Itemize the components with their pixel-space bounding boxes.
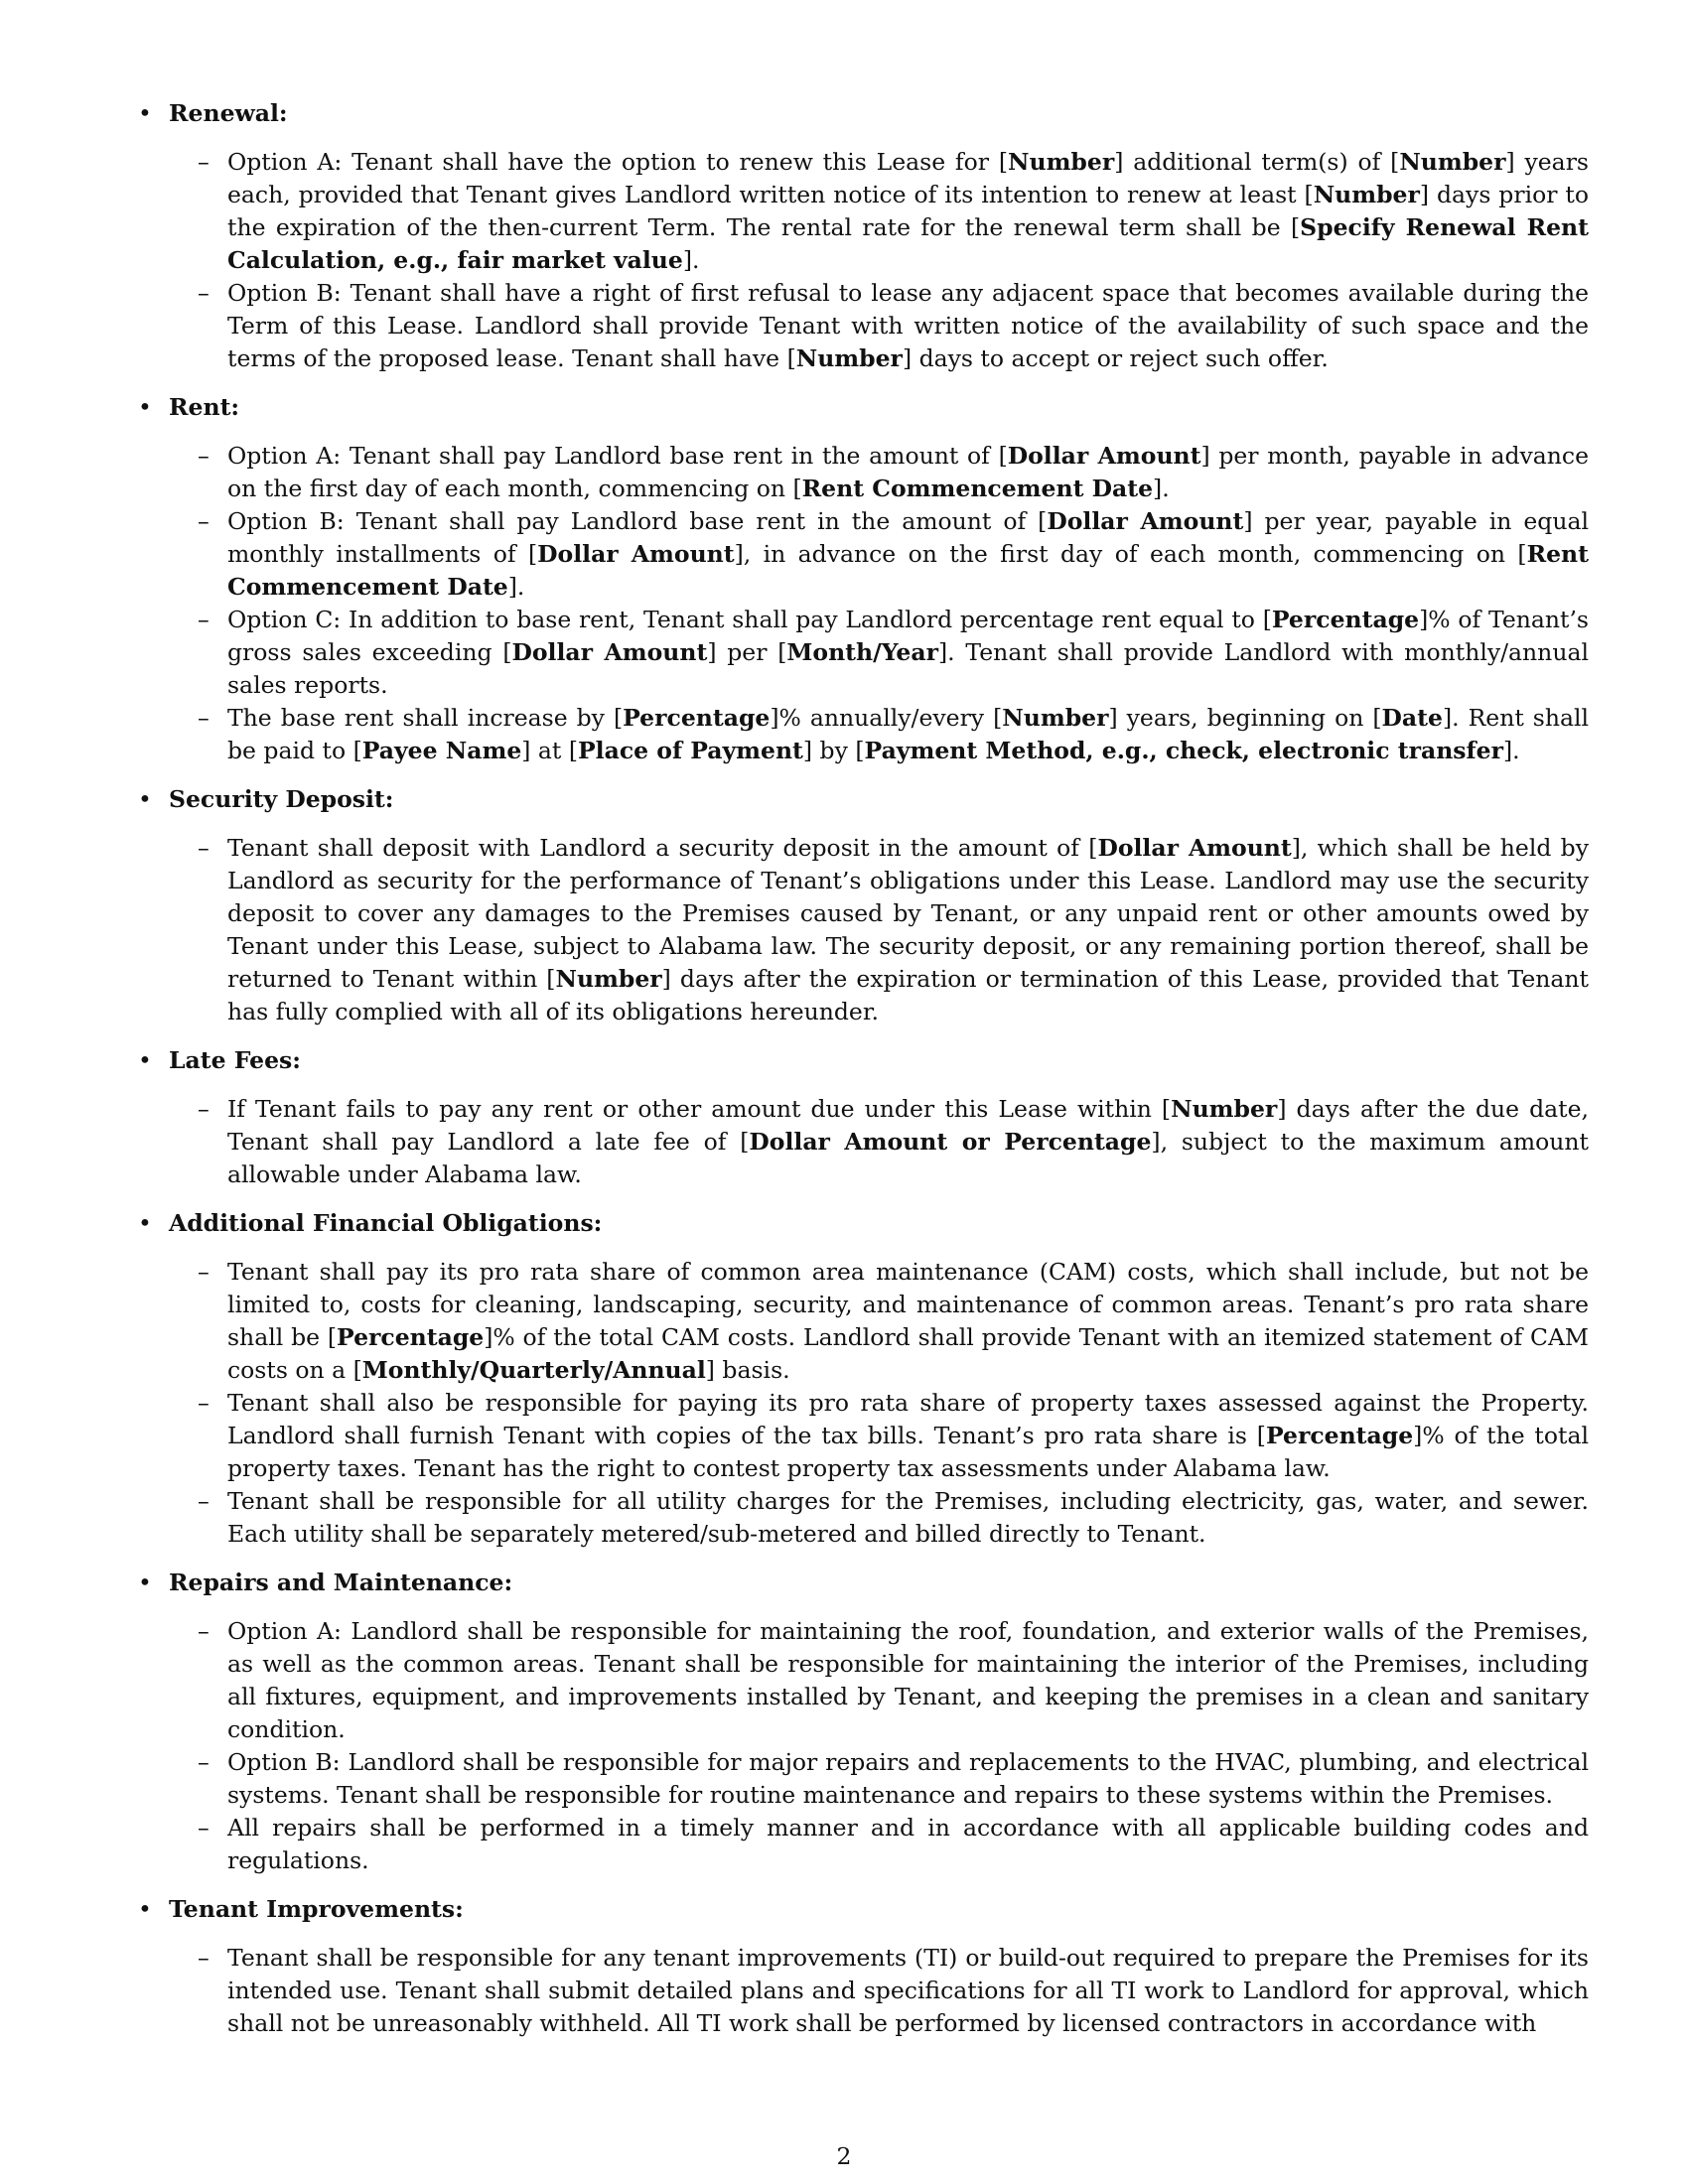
placeholder-field: Payment Method, e.g., check, electronic transfer (864, 737, 1503, 764)
clause-text: ]% annually/every [ (770, 704, 1003, 732)
placeholder-field: Number (1313, 181, 1420, 208)
clause-text: Tenant shall also be responsible for paying its pro rata share of property taxes assessed against the Property. Landlord shall furnish Tenant with copies of the tax bills. Tenant’s pro rata share is [ (227, 1389, 1589, 1449)
lease-section (134, 1207, 1589, 1551)
clause-text: ] days prior to the expiration of the then-current Term. The rental rate for the renewal term shall be [ (227, 181, 1590, 241)
section-heading (134, 1893, 1589, 1926)
bullet-icon: • (138, 393, 152, 421)
placeholder-field: Number (555, 965, 662, 993)
list-item (134, 1093, 1589, 1191)
clause-text: ] years, beginning on [ (1108, 704, 1382, 732)
page-number: 2 (836, 2142, 852, 2170)
clause-text: Option B: Tenant shall pay Landlord base rent in the amount of [ (227, 507, 1048, 535)
list-item (134, 1256, 1589, 1387)
dash-icon: – (198, 1617, 210, 1645)
section-heading (134, 783, 1589, 816)
placeholder-field: Dollar Amount or Percentage (749, 1128, 1152, 1156)
clause-text: ]% of the total CAM costs. Landlord shall provide Tenant with an itemized statement of CAM costs on a [ (227, 1323, 1589, 1384)
section-items (134, 832, 1589, 1028)
section-heading-text: Tenant Improvements: (169, 1895, 464, 1923)
section-heading-text: Late Fees: (169, 1046, 301, 1074)
clause-text: ]. Rent shall be paid to [ (227, 704, 1590, 764)
section-heading (134, 97, 1589, 130)
section-heading-text: Renewal: (169, 99, 288, 127)
list-item (134, 832, 1589, 1028)
list-item (134, 440, 1589, 505)
placeholder-field: Date (1381, 704, 1443, 732)
lease-section (134, 391, 1589, 767)
placeholder-field: Dollar Amount (1097, 834, 1292, 862)
list-item (134, 1485, 1589, 1551)
placeholder-field: Monthly/Quarterly/Annual (361, 1356, 706, 1384)
clause-text: ], which shall be held by Landlord as security for the performance of Tenant’s obligations under this Lease. Landlord may use the security deposit to cover any damages to the Premises caused by Tenant, or any unpaid rent or other amounts owed by Tenant under this Lease, subject to Alabama law. The security deposit, or any remaining portion thereof, shall be returned to Tenant within [ (227, 834, 1589, 993)
lease-sections (134, 97, 1589, 2056)
dash-icon: – (198, 1748, 210, 1776)
placeholder-field: Rent Commencement Date (801, 475, 1154, 502)
list-item (134, 146, 1589, 277)
bullet-icon: • (138, 1569, 152, 1596)
clause-text: ] days to accept or reject such offer. (902, 344, 1329, 372)
clause-text: ]. Tenant shall provide Landlord with monthly/annual sales reports. (227, 638, 1589, 699)
list-item (134, 1615, 1589, 1746)
clause-text: If Tenant fails to pay any rent or other amount due under this Lease within [ (227, 1095, 1172, 1123)
dash-icon: – (198, 507, 210, 535)
dash-icon: – (198, 1814, 210, 1842)
placeholder-field: Dollar Amount (537, 540, 735, 568)
placeholder-field: Specify Renewal Rent Calculation, e.g., fair market value (227, 213, 1589, 274)
placeholder-field: Percentage (337, 1323, 485, 1351)
clause-text: ], in advance on the first day of each month, commencing on [ (734, 540, 1527, 568)
lease-section (134, 97, 1589, 375)
list-item (134, 1387, 1589, 1485)
placeholder-field: Number (1002, 704, 1109, 732)
dash-icon: – (198, 1258, 210, 1286)
clause-text: ] days after the expiration or termination of this Lease, provided that Tenant has fully complied with all of its obligations hereunder. (227, 965, 1589, 1025)
clause-text: Option A: Tenant shall pay Landlord base rent in the amount of [ (227, 442, 1008, 470)
dash-icon: – (198, 1389, 210, 1417)
section-items (134, 1093, 1589, 1191)
lease-section (134, 1044, 1589, 1191)
bullet-icon: • (138, 785, 152, 813)
placeholder-field: Place of Payment (578, 737, 803, 764)
list-item (134, 505, 1589, 604)
placeholder-field: Dollar Amount (511, 638, 708, 666)
section-items (134, 440, 1589, 767)
clause-text: ] at [ (521, 737, 578, 764)
clause-text: ] basis. (705, 1356, 790, 1384)
clause-text: ] days after the due date, Tenant shall pay Landlord a late fee of [ (227, 1095, 1589, 1156)
placeholder-field: Dollar Amount (1047, 507, 1244, 535)
section-heading-text: Repairs and Maintenance: (169, 1569, 513, 1596)
clause-text: The base rent shall increase by [ (227, 704, 624, 732)
dash-icon: – (198, 442, 210, 470)
clause-text: ]% of the total property taxes. Tenant has the right to contest property tax assessments under Alabama law. (227, 1422, 1589, 1482)
clause-text: Option A: Landlord shall be responsible for maintaining the roof, foundation, and exterior walls of the Premises, as well as the common areas. Tenant shall be responsible for maintaining the interior of the Premises, including all fixtures, equipment, and improvements installed by Tenant, and keeping the premises in a clean and sanitary condition. (227, 1617, 1589, 1743)
section-heading (134, 1567, 1589, 1599)
dash-icon: – (198, 1944, 210, 1972)
clause-text: Tenant shall be responsible for all utility charges for the Premises, including electricity, gas, water, and sewer. Each utility shall be separately metered/sub-metered and billed directly to Tenant. (227, 1487, 1589, 1548)
section-heading-text: Security Deposit: (169, 785, 394, 813)
clause-text: Tenant shall deposit with Landlord a security deposit in the amount of [ (227, 834, 1098, 862)
placeholder-field: Rent Commencement Date (227, 540, 1589, 601)
section-items (134, 1256, 1589, 1551)
dash-icon: – (198, 704, 210, 732)
clause-text: Option B: Landlord shall be responsible for major repairs and replacements to the HVAC, plumbing, and electrical systems. Tenant shall be responsible for routine maintenance and repairs to these systems within the Premises. (227, 1748, 1589, 1809)
placeholder-field: Percentage (1265, 1422, 1414, 1449)
list-item (134, 702, 1589, 767)
list-item (134, 277, 1589, 375)
clause-text: ] per month, payable in advance on the first day of each month, commencing on [ (227, 442, 1589, 502)
clause-text: Option A: Tenant shall have the option to renew this Lease for [ (227, 148, 1008, 176)
section-heading-text: Rent: (169, 393, 240, 421)
lease-section (134, 1567, 1589, 1877)
section-heading (134, 391, 1589, 424)
clause-text: Option C: In addition to base rent, Tenant shall pay Landlord percentage rent equal to [ (227, 606, 1272, 633)
clause-text: ]. (682, 246, 700, 274)
placeholder-field: Payee Name (361, 737, 522, 764)
bullet-icon: • (138, 1895, 152, 1923)
list-item (134, 604, 1589, 702)
dash-icon: – (198, 1095, 210, 1123)
lease-section (134, 783, 1589, 1028)
section-items (134, 1942, 1589, 2040)
section-heading (134, 1207, 1589, 1240)
list-item (134, 1942, 1589, 2040)
bullet-icon: • (138, 99, 152, 127)
placeholder-field: Number (795, 344, 903, 372)
dash-icon: – (198, 279, 210, 307)
dash-icon: – (198, 606, 210, 633)
clause-text: ] per year, payable in equal monthly installments of [ (227, 507, 1589, 568)
dash-icon: – (198, 148, 210, 176)
clause-text: Tenant shall be responsible for any tenant improvements (TI) or build-out required to prepare the Premises for its intended use. Tenant shall submit detailed plans and specifications for all TI work to Landlord for approval, which shall not be unreasonably withheld. All TI work shall be performed by licensed contractors in accordance with (227, 1944, 1589, 2037)
list-item (134, 1812, 1589, 1877)
lease-section (134, 1893, 1589, 2040)
clause-text: ] years each, provided that Tenant gives Landlord written notice of its intention to renew at least [ (227, 148, 1589, 208)
placeholder-field: Number (1171, 1095, 1278, 1123)
placeholder-field: Dollar Amount (1007, 442, 1201, 470)
bullet-icon: • (138, 1209, 152, 1237)
placeholder-field: Percentage (623, 704, 771, 732)
section-heading (134, 1044, 1589, 1077)
clause-text: ]. (507, 573, 525, 601)
clause-text: ]. (1153, 475, 1170, 502)
dash-icon: – (198, 834, 210, 862)
clause-text: ]. (1502, 737, 1520, 764)
list-item (134, 1746, 1589, 1812)
clause-text: ] per [ (707, 638, 787, 666)
section-heading-text: Additional Financial Obligations: (169, 1209, 603, 1237)
bullet-icon: • (138, 1046, 152, 1074)
clause-text: ] by [ (802, 737, 865, 764)
section-items (134, 146, 1589, 375)
placeholder-field: Number (1008, 148, 1115, 176)
placeholder-field: Month/Year (786, 638, 938, 666)
clause-text: All repairs shall be performed in a timely manner and in accordance with all applicable building codes and regulations. (227, 1814, 1589, 1874)
placeholder-field: Percentage (1271, 606, 1420, 633)
clause-text: Option B: Tenant shall have a right of first refusal to lease any adjacent space that becomes available during the Term of this Lease. Landlord shall provide Tenant with written notice of the availability of such space and the terms of the proposed lease. Tenant shall have [ (227, 279, 1589, 372)
section-items (134, 1615, 1589, 1877)
dash-icon: – (198, 1487, 210, 1515)
clause-text: Tenant shall pay its pro rata share of common area maintenance (CAM) costs, which shall include, but not be limited to, costs for cleaning, landscaping, security, and maintenance of common areas. Tenant’s pro rata share shall be [ (227, 1258, 1589, 1351)
clause-text: ] additional term(s) of [ (1114, 148, 1400, 176)
placeholder-field: Number (1399, 148, 1506, 176)
clause-text: ]% of Tenant’s gross sales exceeding [ (227, 606, 1589, 666)
clause-text: ], subject to the maximum amount allowable under Alabama law. (227, 1128, 1589, 1188)
